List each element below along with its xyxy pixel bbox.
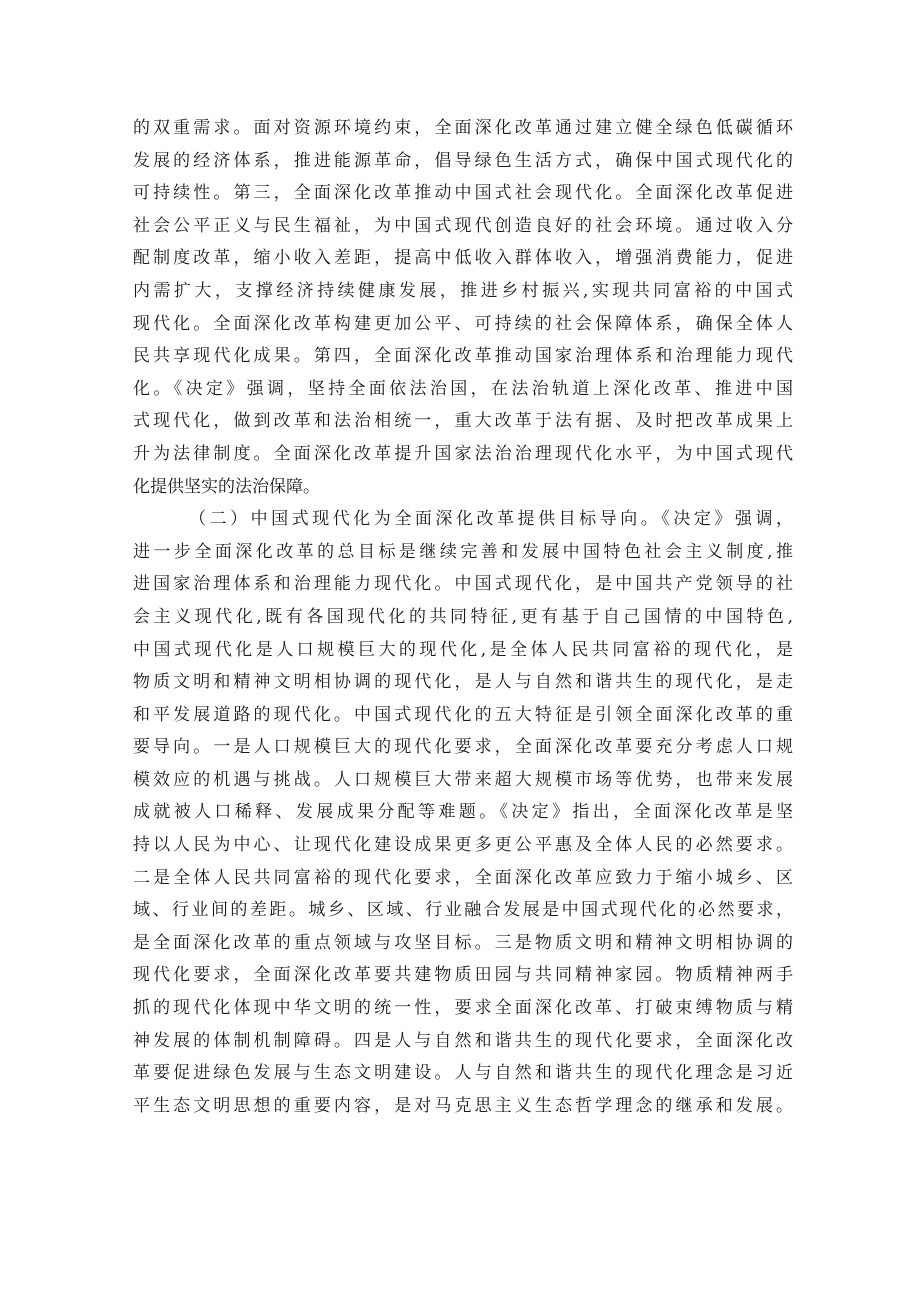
text-line: 域、行业间的差距。城乡、区域、行业融合发展是中国式现代化的必然要求，	[133, 900, 793, 921]
text-line: 化提供坚实的法治保障。	[133, 476, 320, 497]
text-line: 可持续性。第三，全面深化改革推动中国式社会现代化。全面深化改革促进	[133, 183, 793, 204]
paragraph-2	[133, 503, 793, 1122]
text-line: 成就被人口稀释、发展成果分配等难题。《决定》指出，全面深化改革是坚	[133, 802, 793, 823]
text-line: 中国式现代化是人口规模巨大的现代化,是全体人民共同富裕的现代化，是	[133, 639, 793, 660]
paragraph-1	[133, 112, 793, 503]
text-line: 革要促进绿色发展与生态文明建设。人与自然和谐共生的现代化理念是习近	[133, 1063, 793, 1084]
text-line: 要导向。一是人口规模巨大的现代化要求，全面深化改革要充分考虑人口规	[133, 737, 793, 758]
text-line: 内需扩大，支撑经济持续健康发展，推进乡村振兴,实现共同富裕的中国式	[133, 280, 793, 301]
text-line: 是全面深化改革的重点领域与攻坚目标。三是物质文明和精神文明相协调的	[133, 932, 793, 953]
document-body	[133, 112, 793, 1122]
text-line: 升为法律制度。全面深化改革提升国家法治治理现代化水平，为中国式现代	[133, 443, 793, 464]
text-line: 社会公平正义与民生福祉，为中国式现代创造良好的社会环境。通过收入分	[133, 215, 793, 236]
text-line: 现代化要求，全面深化改革要共建物质田园与共同精神家园。物质精神两手	[133, 965, 793, 986]
text-line: 神发展的体制机制障碍。四是人与自然和谐共生的现代化要求，全面深化改	[133, 1030, 793, 1051]
text-line: 化。《决定》强调，坚持全面依法治国，在法治轨道上深化改革、推进中国	[133, 378, 793, 399]
text-line: 平生态文明思想的重要内容，是对马克思主义生态哲学理念的继承和发展。	[133, 1095, 793, 1116]
text-line: （二）中国式现代化为全面深化改革提供目标导向。《决定》强调，	[189, 509, 793, 530]
text-line: 会主义现代化,既有各国现代化的共同特征,更有基于自己国情的中国特色,	[133, 606, 793, 627]
text-line: 式现代化，做到改革和法治相统一，重大改革于法有据、及时把改革成果上	[133, 411, 793, 432]
text-line: 持以人民为中心、让现代化建设成果更多更公平惠及全体人民的必然要求。	[133, 835, 793, 856]
text-line: 模效应的机遇与挑战。人口规模巨大带来超大规模市场等优势，也带来发展	[133, 769, 793, 790]
text-line: 民共享现代化成果。第四，全面深化改革推动国家治理体系和治理能力现代	[133, 346, 793, 367]
text-line: 二是全体人民共同富裕的现代化要求，全面深化改革应致力于缩小城乡、区	[133, 867, 793, 888]
text-line: 抓的现代化体现中华文明的统一性，要求全面深化改革、打破束缚物质与精	[133, 998, 793, 1019]
text-line: 进国家治理体系和治理能力现代化。中国式现代化，是中国共产党领导的社	[133, 574, 793, 595]
text-line: 物质文明和精神文明相协调的现代化，是人与自然和谐共生的现代化，是走	[133, 672, 793, 693]
text-line: 现代化。全面深化改革构建更加公平、可持续的社会保障体系，确保全体人	[133, 313, 793, 334]
text-line: 配制度改革，缩小收入差距，提高中低收入群体收入，增强消费能力，促进	[133, 248, 793, 269]
text-line: 发展的经济体系，推进能源革命，倡导绿色生活方式，确保中国式现代化的	[133, 150, 793, 171]
text-line: 进一步全面深化改革的总目标是继续完善和发展中国特色社会主义制度,推	[133, 541, 793, 562]
text-line: 的双重需求。面对资源环境约束，全面深化改革通过建立健全绿色低碳循环	[133, 118, 793, 138]
text-line: 和平发展道路的现代化。中国式现代化的五大特征是引领全面深化改革的重	[133, 704, 793, 725]
